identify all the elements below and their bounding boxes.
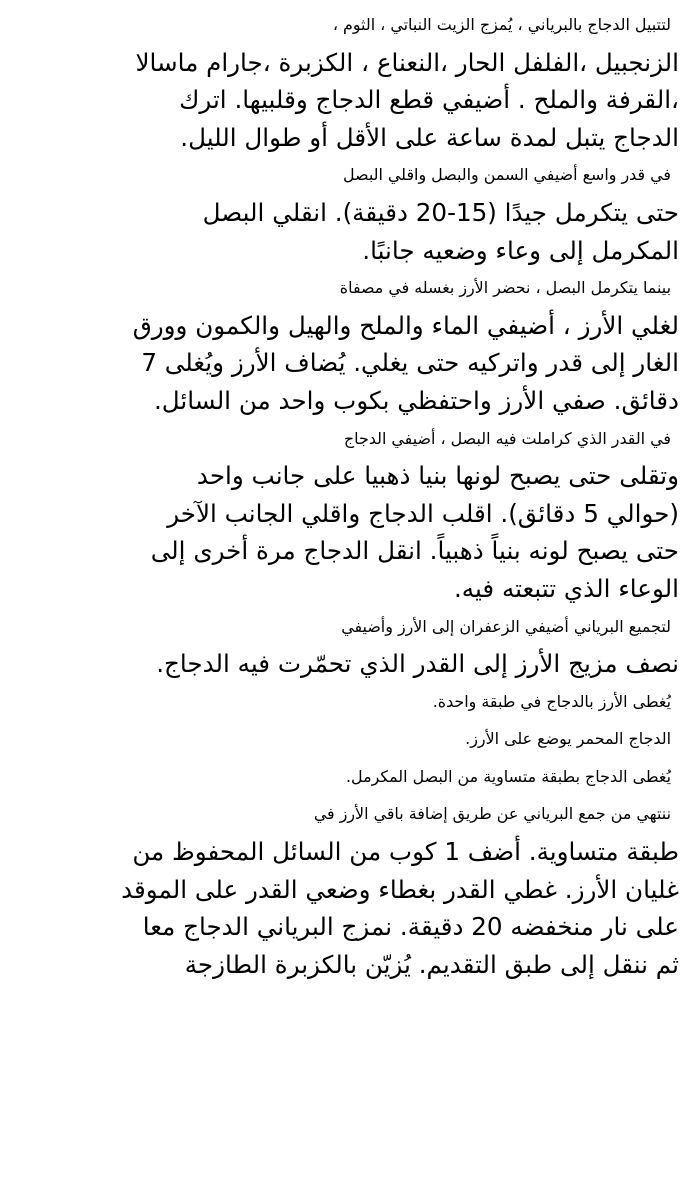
paragraph-chicken [12, 420, 679, 608]
text-line: المكرمل إلى وعاء وضعيه جانبًا. [362, 235, 679, 265]
paragraph-onions [12, 156, 679, 269]
text-line: ثم ننقل إلى طبق التقديم. يُزيّن بالكزبرة الطازجة [184, 949, 679, 979]
paragraph-place-chicken [12, 720, 679, 758]
paragraph-rice [12, 269, 679, 419]
text-line: الزنجبيل ،الفلفل الحار ،النعناع ، الكزبرة ،جارام ماسالا [135, 47, 679, 77]
text-line: غليان الأرز. غطي القدر بغطاء وضعي القدر على الموقد [121, 874, 679, 904]
text-line: وتقلى حتى يصبح لونها بنيا ذهبيا على جانب واحد [196, 461, 679, 491]
text-line: يُغطى الأرز بالدجاج في طبقة واحدة. [432, 691, 671, 711]
text-line: لتتبيل الدجاج بالبرياني ، يُمزج الزيت النباتي ، الثوم ، [332, 15, 671, 34]
text-line: الغار إلى قدر واتركيه حتى يغلي. يُضاف الأرز ويُغلى 7 [141, 348, 679, 378]
text-line: على نار منخفضه 20 دقيقة. نمزج البرياني الدجاج معا [142, 912, 679, 942]
text-line: (حوالي 5 دقائق). اقلب الدجاج واقلي الجانب الآخر [167, 498, 679, 528]
text-line: نصف مزيج الأرز إلى القدر الذي تحمّرت فيه الدجاج. [156, 649, 679, 679]
paragraph-finish [12, 795, 679, 983]
text-line: طبقة متساوية. أضف 1 كوب من السائل المحفوظ من [132, 837, 679, 867]
text-line: حتى يتكرمل جيدًا (15-20 دقيقة). انقلي البصل [202, 197, 679, 227]
text-line: الدجاج يتبل لمدة ساعة على الأقل أو طوال الليل. [180, 122, 679, 152]
text-line: يُغطى الدجاج بطبقة متساوية من البصل المكرمل. [345, 766, 671, 786]
text-line: حتى يصبح لونه بنياً ذهبياً. انقل الدجاج مرة أخرى إلى [150, 536, 679, 566]
text-line: لتجميع البرياني أضيفي الزعفران إلى الأرز وأضيفي [341, 616, 671, 636]
paragraph-assembly [12, 608, 679, 683]
paragraph-layer-chicken [12, 683, 679, 721]
paragraph-layer-onions [12, 758, 679, 796]
text-line: في القدر الذي كراملت فيه البصل ، أضيفي الدجاج [343, 428, 671, 448]
text-line: الوعاء الذي تتبعته فيه. [453, 573, 679, 603]
text-line: لغلي الأرز ، أضيفي الماء والملح والهيل والكمون وورق [132, 310, 679, 340]
text-line: الدجاج المحمر يوضع على الأرز. [465, 729, 671, 749]
text-line: ،القرفة والملح . أضيفي قطع الدجاج وقلبيها. اترك [179, 85, 679, 115]
text-line: في قدر واسع أضيفي السمن والبصل واقلي البصل [343, 165, 671, 185]
text-line: دقائق. صفي الأرز واحتفظي بكوب واحد من السائل. [153, 385, 679, 415]
text-line: ننتهي من جمع البرياني عن طريق إضافة باقي الأرز في [313, 804, 671, 824]
paragraph-marinade [12, 6, 679, 156]
text-line: بينما يتكرمل البصل ، نحضر الأرز بغسله في مصفاة [339, 278, 671, 298]
